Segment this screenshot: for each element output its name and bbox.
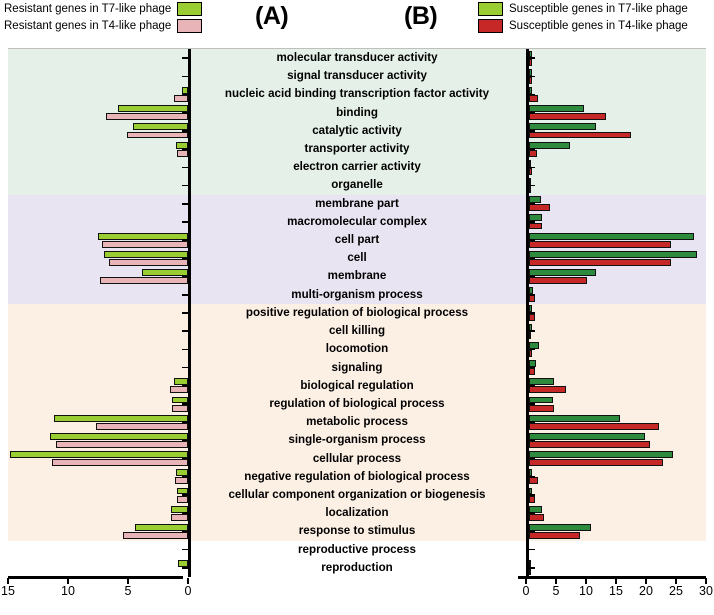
legend-swatch-susceptible-t4 bbox=[478, 19, 503, 33]
axis-a-tick bbox=[182, 148, 188, 150]
axis-b-tick bbox=[529, 276, 535, 278]
axis-b-tick bbox=[529, 458, 535, 460]
chart-row bbox=[8, 158, 706, 176]
legend-item-susceptible-t7 bbox=[478, 2, 688, 16]
category-label: electron carrier activity bbox=[293, 160, 421, 174]
bar-resistant-t4 bbox=[123, 532, 188, 539]
bar-resistant-t4 bbox=[127, 132, 188, 139]
chart-row bbox=[8, 195, 706, 213]
bar-susceptible-t4 bbox=[529, 132, 631, 139]
bar-susceptible-t7 bbox=[529, 524, 591, 531]
bar-susceptible-t7 bbox=[529, 433, 645, 440]
bar-susceptible-t7 bbox=[529, 105, 585, 112]
bar-resistant-t7 bbox=[135, 524, 188, 531]
legend-label-susceptible-t4: Susceptible genes in T4-like phage bbox=[509, 20, 688, 32]
bar-susceptible-t7 bbox=[529, 233, 694, 240]
bar-susceptible-t7 bbox=[529, 123, 596, 130]
axis-b-tick bbox=[529, 403, 535, 405]
axis-b-tick bbox=[529, 421, 535, 423]
axis-a-tick bbox=[182, 94, 188, 96]
category-label: regulation of biological process bbox=[269, 396, 445, 410]
legend-swatch-resistant-t4 bbox=[177, 19, 202, 33]
bar-susceptible-t4 bbox=[529, 295, 535, 302]
axis-a-tick bbox=[182, 367, 188, 369]
category-label: binding bbox=[336, 105, 378, 119]
bar-susceptible-t4 bbox=[529, 423, 660, 430]
bar-susceptible-t4 bbox=[529, 59, 532, 66]
category-label: cellular process bbox=[312, 451, 402, 465]
chart-row bbox=[8, 450, 706, 468]
category-label: reproduction bbox=[321, 560, 393, 574]
axis-a-tick bbox=[182, 239, 188, 241]
chart-row bbox=[8, 522, 706, 540]
chart-row bbox=[8, 377, 706, 395]
category-label: locomotion bbox=[325, 342, 389, 356]
category-label: cell killing bbox=[328, 324, 386, 338]
axis-b-tick bbox=[529, 294, 535, 296]
axis-a-vertical bbox=[188, 49, 191, 577]
bar-susceptible-t4 bbox=[529, 459, 663, 466]
category-rows bbox=[8, 49, 706, 577]
bar-susceptible-t7 bbox=[529, 142, 570, 149]
bar-resistant-t4 bbox=[177, 150, 188, 157]
chart-row bbox=[8, 213, 706, 231]
axis-b-tick bbox=[529, 385, 535, 387]
axis-a-tick bbox=[182, 294, 188, 296]
bar-resistant-t4 bbox=[102, 241, 188, 248]
axis-b-tick bbox=[529, 494, 535, 496]
chart-row bbox=[8, 541, 706, 559]
axis-a-tick bbox=[182, 421, 188, 423]
bar-susceptible-t4 bbox=[529, 241, 671, 248]
axis-a-tick bbox=[182, 258, 188, 260]
axis-b-tick bbox=[529, 440, 535, 442]
axis-a-tick bbox=[182, 312, 188, 314]
axis-b-tick-label: 15 bbox=[609, 584, 623, 598]
axis-b-tick bbox=[529, 549, 535, 551]
axis-a-tick bbox=[182, 221, 188, 223]
bar-resistant-t4 bbox=[100, 277, 188, 284]
chart-row bbox=[8, 249, 706, 267]
category-label: membrane bbox=[327, 269, 387, 283]
chart-row bbox=[8, 413, 706, 431]
bar-susceptible-t7 bbox=[529, 269, 597, 276]
bar-susceptible-t4 bbox=[529, 150, 537, 157]
axis-b-tick bbox=[529, 512, 535, 514]
chart-row bbox=[8, 104, 706, 122]
chart-row bbox=[8, 176, 706, 194]
bar-susceptible-t4 bbox=[529, 314, 536, 321]
bar-resistant-t4 bbox=[96, 423, 188, 430]
chart-row bbox=[8, 504, 706, 522]
axis-b-tick bbox=[529, 221, 535, 223]
chart-row bbox=[8, 49, 706, 67]
bar-susceptible-t4 bbox=[529, 532, 581, 539]
category-label: multi-organism process bbox=[291, 287, 423, 301]
legend-left bbox=[4, 2, 202, 33]
axis-b-bottom bbox=[518, 576, 706, 579]
bar-resistant-t4 bbox=[56, 441, 188, 448]
axis-b-tick-label: 30 bbox=[699, 584, 713, 598]
axis-b-tick bbox=[529, 94, 535, 96]
bar-susceptible-t4 bbox=[529, 386, 567, 393]
panel-b-letter: (B) bbox=[404, 2, 438, 30]
axis-b-tick-label: 0 bbox=[522, 584, 530, 598]
legend-label-resistant-t7: Resistant genes in T7-like phage bbox=[4, 3, 172, 15]
bar-susceptible-t4 bbox=[529, 405, 554, 412]
category-label: positive regulation of biological process bbox=[245, 305, 469, 319]
axis-b-tick bbox=[529, 112, 535, 114]
bar-resistant-t7 bbox=[133, 123, 188, 130]
chart-row bbox=[8, 85, 706, 103]
bar-resistant-t7 bbox=[54, 415, 188, 422]
bar-susceptible-t7 bbox=[529, 251, 697, 258]
bar-susceptible-t4 bbox=[529, 496, 535, 503]
bar-susceptible-t7 bbox=[529, 451, 673, 458]
axis-a-tick bbox=[182, 330, 188, 332]
chart-row bbox=[8, 304, 706, 322]
bar-susceptible-t4 bbox=[529, 568, 531, 575]
bar-resistant-t4 bbox=[170, 386, 188, 393]
axis-b-tick bbox=[529, 57, 535, 59]
bar-resistant-t7 bbox=[10, 451, 188, 458]
axis-b-tick-label: 20 bbox=[639, 584, 653, 598]
axis-b-tick bbox=[529, 148, 535, 150]
category-label: response to stimulus bbox=[298, 524, 416, 538]
axis-b-tick-label: 5 bbox=[552, 584, 560, 598]
chart-row bbox=[8, 431, 706, 449]
category-label: membrane part bbox=[315, 196, 399, 210]
axis-a-tick-label: 0 bbox=[184, 584, 192, 598]
bar-resistant-t7 bbox=[104, 251, 188, 258]
bar-resistant-t4 bbox=[171, 514, 188, 521]
bar-resistant-t4 bbox=[172, 405, 188, 412]
axis-a-tick bbox=[182, 185, 188, 187]
bar-susceptible-t4 bbox=[529, 441, 651, 448]
axis-b-tick bbox=[529, 239, 535, 241]
legend-label-resistant-t4: Resistant genes in T4-like phage bbox=[4, 20, 172, 32]
chart-row bbox=[8, 486, 706, 504]
bar-susceptible-t4 bbox=[529, 350, 532, 357]
chart-row bbox=[8, 559, 706, 577]
axis-b-tick bbox=[529, 258, 535, 260]
axis-b-tick bbox=[529, 76, 535, 78]
axis-a-tick bbox=[182, 349, 188, 351]
bar-susceptible-t4 bbox=[529, 332, 531, 339]
plot-area bbox=[8, 48, 706, 577]
bar-resistant-t4 bbox=[177, 496, 188, 503]
bar-resistant-t7 bbox=[50, 433, 188, 440]
bar-susceptible-t4 bbox=[529, 204, 550, 211]
category-label: nucleic acid binding transcription factor activity bbox=[224, 87, 490, 101]
category-label: cell bbox=[347, 251, 367, 265]
category-label: transporter activity bbox=[304, 142, 410, 156]
category-label: catalytic activity bbox=[312, 123, 402, 137]
chart-row bbox=[8, 67, 706, 85]
bar-resistant-t7 bbox=[98, 233, 188, 240]
legend-item-resistant-t4 bbox=[4, 19, 202, 33]
bar-susceptible-t4 bbox=[529, 277, 587, 284]
legend-item-resistant-t7 bbox=[4, 2, 202, 16]
category-label: negative regulation of biological process bbox=[244, 469, 470, 483]
bar-resistant-t4 bbox=[109, 259, 188, 266]
axis-b-tick bbox=[529, 185, 535, 187]
panel-a-letter: (A) bbox=[255, 2, 289, 30]
legend-swatch-susceptible-t7 bbox=[478, 2, 503, 16]
bar-resistant-t7 bbox=[118, 105, 188, 112]
bar-susceptible-t4 bbox=[529, 77, 532, 84]
legend-item-susceptible-t4 bbox=[478, 19, 688, 33]
axis-a-bottom bbox=[8, 576, 183, 579]
category-label: macromolecular complex bbox=[287, 214, 427, 228]
axis-b-tick-label: 25 bbox=[669, 584, 683, 598]
chart-row bbox=[8, 286, 706, 304]
axis-b-tick bbox=[529, 203, 535, 205]
bar-susceptible-t4 bbox=[529, 95, 538, 102]
bar-susceptible-t4 bbox=[529, 477, 539, 484]
axis-a-tick bbox=[182, 276, 188, 278]
axis-b-tick bbox=[529, 367, 535, 369]
category-label: biological regulation bbox=[300, 378, 414, 392]
category-label: cell part bbox=[334, 233, 380, 247]
category-label: molecular transducer activity bbox=[276, 51, 438, 64]
chart-row bbox=[8, 395, 706, 413]
bar-resistant-t4 bbox=[106, 113, 188, 120]
axis-b-tick bbox=[529, 531, 535, 533]
category-label: metabolic process bbox=[306, 415, 408, 429]
axis-a-tick bbox=[182, 76, 188, 78]
axis-a-tick bbox=[182, 494, 188, 496]
axis-a-tick bbox=[182, 57, 188, 59]
category-label: localization bbox=[325, 506, 389, 520]
bar-susceptible-t4 bbox=[529, 186, 531, 193]
legend-label-susceptible-t7: Susceptible genes in T7-like phage bbox=[509, 3, 688, 15]
bar-resistant-t4 bbox=[175, 477, 188, 484]
axis-a-tick bbox=[182, 167, 188, 169]
axis-a-tick bbox=[182, 512, 188, 514]
axis-a-tick bbox=[182, 567, 188, 569]
bar-resistant-t4 bbox=[52, 459, 188, 466]
chart-row bbox=[8, 231, 706, 249]
bar-susceptible-t4 bbox=[529, 259, 672, 266]
axis-a-tick bbox=[182, 403, 188, 405]
category-label: cellular component organization or biogenesis bbox=[228, 487, 486, 501]
chart-row bbox=[8, 340, 706, 358]
bar-susceptible-t7 bbox=[529, 415, 620, 422]
axis-b-tick bbox=[529, 167, 535, 169]
chart-row bbox=[8, 140, 706, 158]
axis-a-tick-label: 15 bbox=[1, 584, 15, 598]
category-label: organelle bbox=[331, 178, 383, 192]
bar-susceptible-t4 bbox=[529, 113, 606, 120]
axis-b-tick bbox=[529, 567, 535, 569]
category-label: single-organism process bbox=[288, 433, 426, 447]
axis-b-tick bbox=[529, 476, 535, 478]
chart-row bbox=[8, 267, 706, 285]
axis-a-tick bbox=[182, 440, 188, 442]
axis-b-tick bbox=[529, 312, 535, 314]
category-label: signaling bbox=[331, 360, 383, 374]
category-label: reproductive process bbox=[298, 542, 416, 556]
axis-a-tick bbox=[182, 549, 188, 551]
chart-row bbox=[8, 322, 706, 340]
axis-a-tick bbox=[182, 458, 188, 460]
axis-a-tick bbox=[182, 203, 188, 205]
bar-susceptible-t4 bbox=[529, 368, 536, 375]
axis-a-tick-label: 5 bbox=[124, 584, 132, 598]
bar-susceptible-t4 bbox=[529, 223, 543, 230]
chart-row bbox=[8, 468, 706, 486]
bar-susceptible-t4 bbox=[529, 514, 545, 521]
axis-b-tick bbox=[529, 349, 535, 351]
category-label: signal transducer activity bbox=[287, 69, 427, 83]
axis-b-tick bbox=[529, 330, 535, 332]
axis-a-tick bbox=[182, 385, 188, 387]
axis-a-tick bbox=[182, 112, 188, 114]
legend-right bbox=[478, 2, 688, 33]
axis-a-tick bbox=[182, 130, 188, 132]
chart-row bbox=[8, 359, 706, 377]
axis-a-tick bbox=[182, 476, 188, 478]
axis-b-vertical bbox=[526, 49, 529, 577]
bar-susceptible-t4 bbox=[529, 168, 532, 175]
axis-b-tick bbox=[529, 130, 535, 132]
chart-row bbox=[8, 122, 706, 140]
bar-resistant-t4 bbox=[174, 95, 188, 102]
axis-a-tick-label: 10 bbox=[61, 584, 75, 598]
axis-a-tick bbox=[182, 531, 188, 533]
legend-swatch-resistant-t7 bbox=[177, 2, 202, 16]
axis-b-tick-label: 10 bbox=[579, 584, 593, 598]
